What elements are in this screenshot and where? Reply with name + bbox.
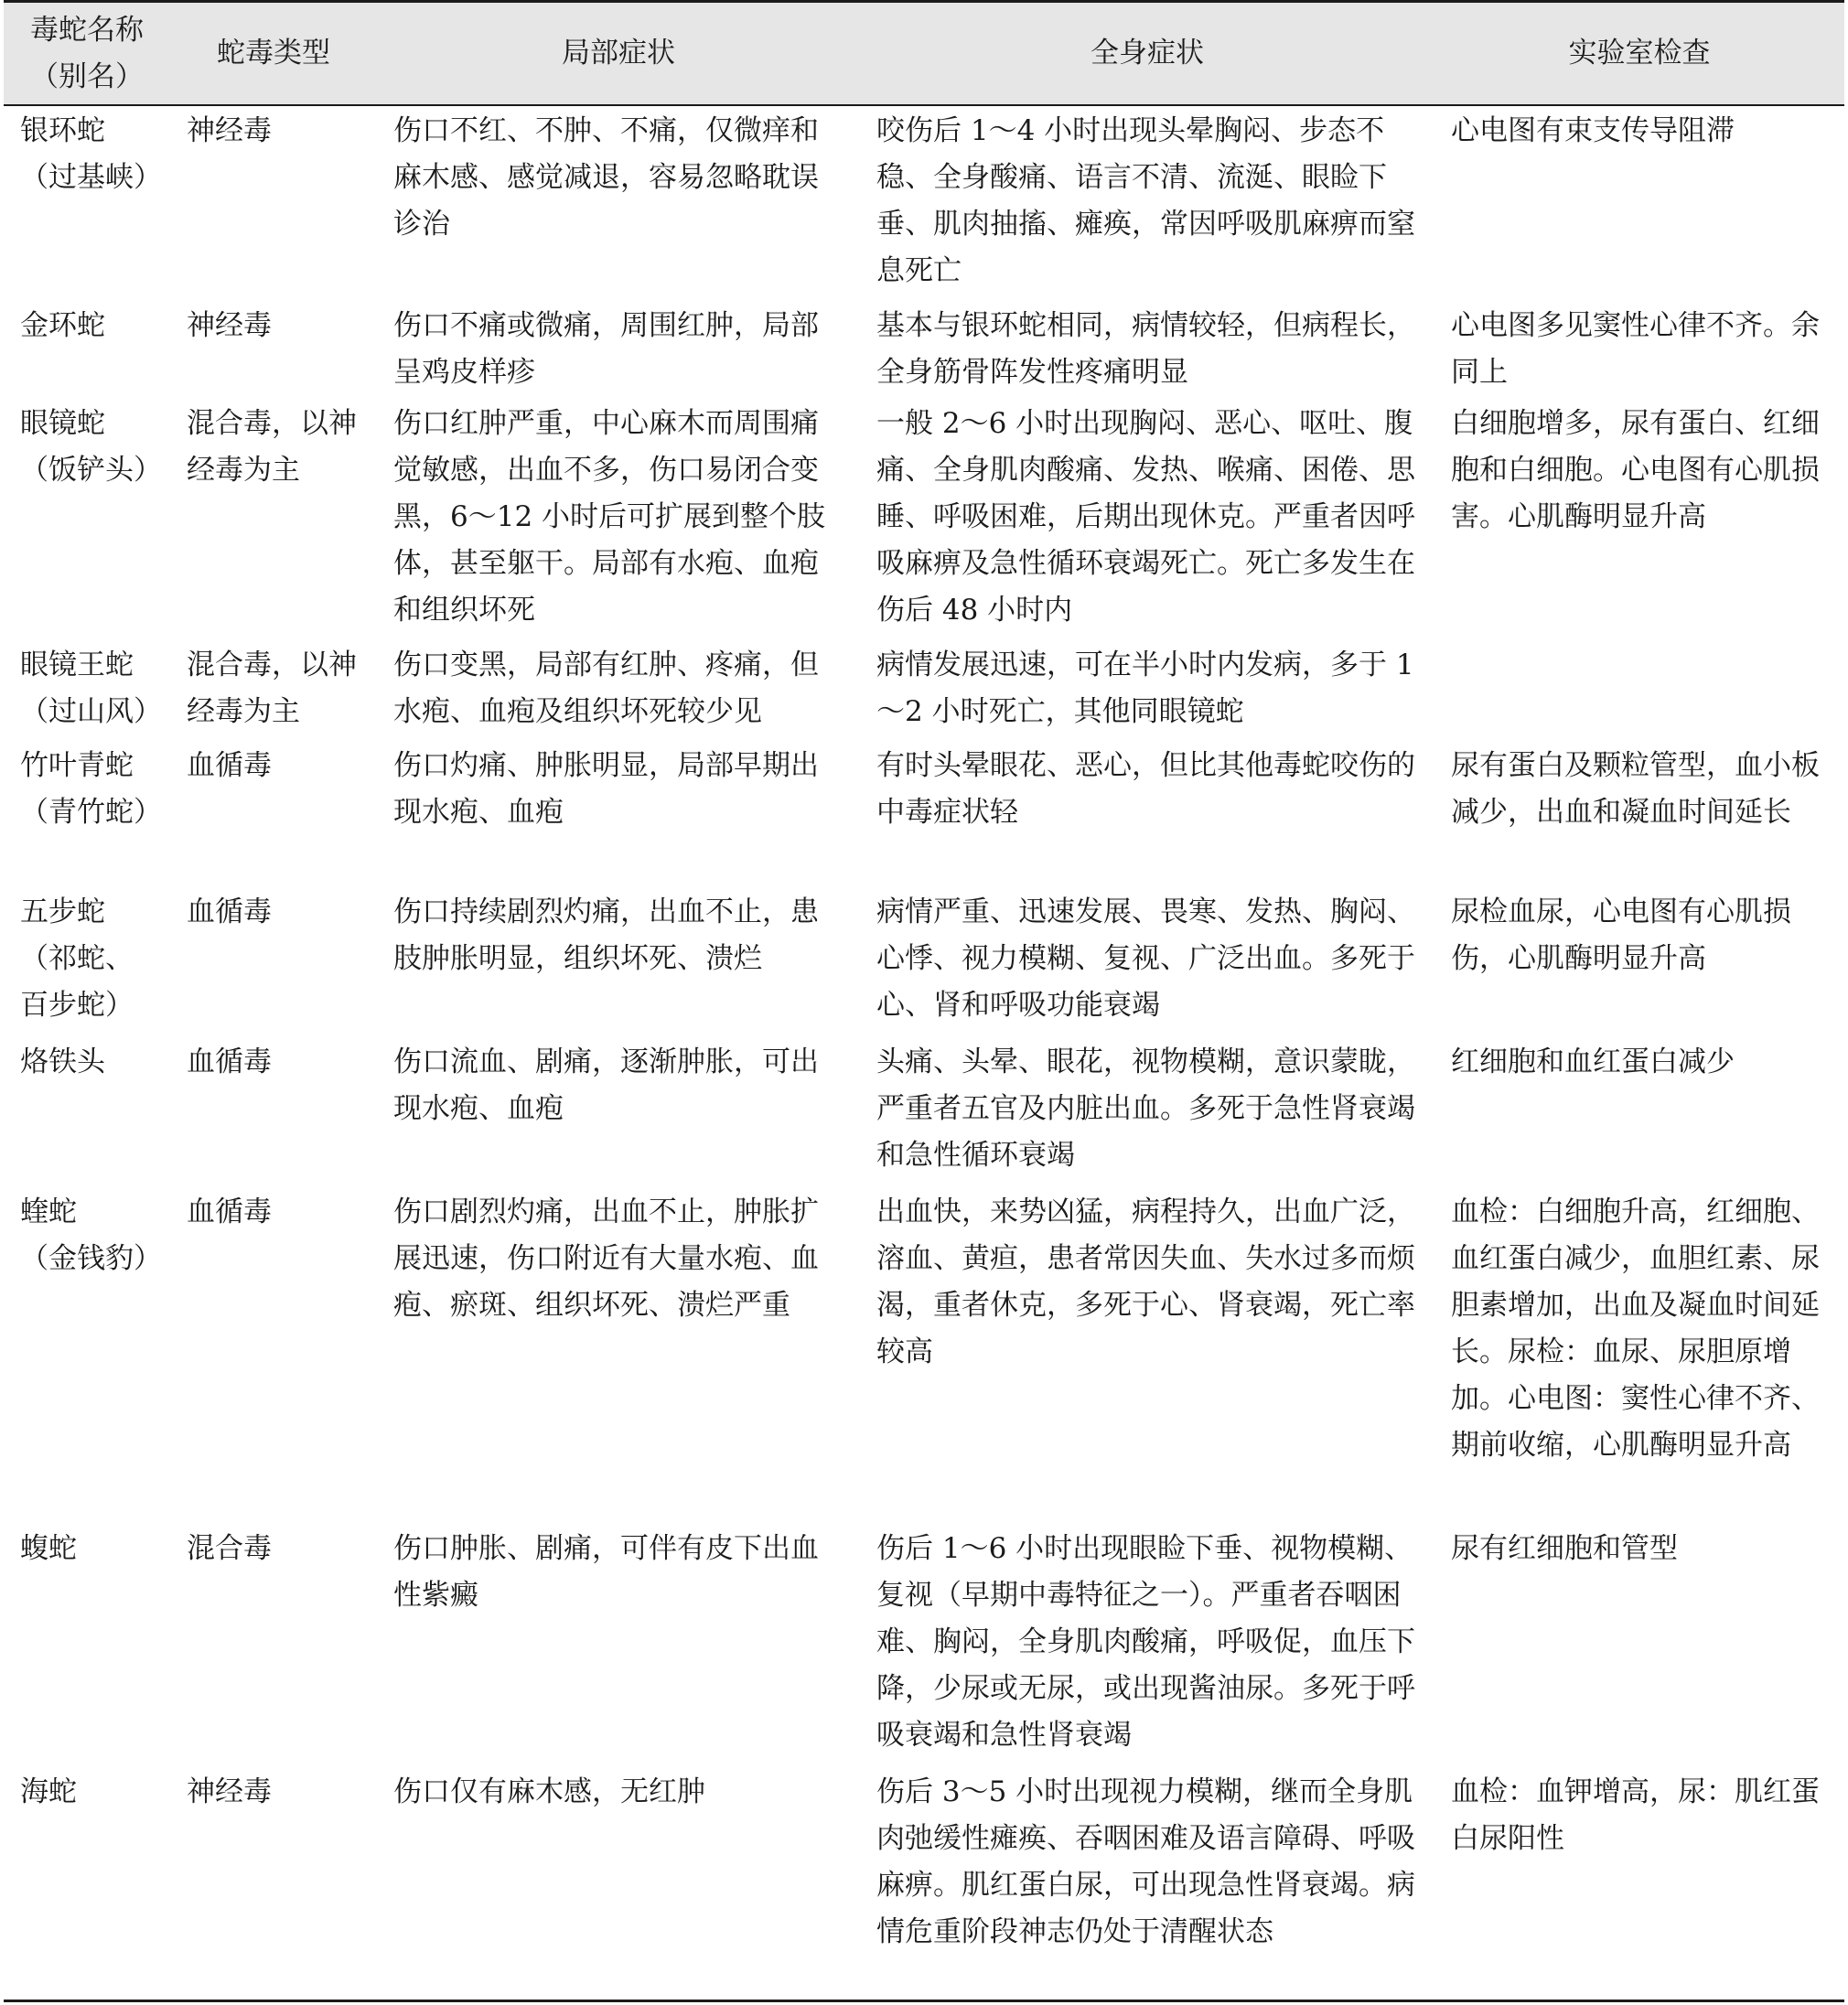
cell-snake-name <box>4 887 170 1037</box>
snake-alias: （过山风） <box>20 695 162 728</box>
header-systemic-symptoms: 全身症状 <box>1091 37 1204 70</box>
cell-local-symptoms: 伤口灼痛、肿胀明显，局部早期出现水疱、血疱 <box>393 749 819 829</box>
header-local-symptoms: 局部症状 <box>562 37 675 70</box>
cell-local-symptoms: 伤口变黑，局部有红肿、疼痛，但水疱、血疱及组织坏死较少见 <box>393 649 819 728</box>
cell-local-symptoms: 伤口剧烈灼痛，出血不止，肿胀扩展迅速，伤口附近有大量水疱、血疱、瘀斑、组织坏死、溃烂严重 <box>393 1195 819 1322</box>
cell-systemic-symptoms: 伤后 1～6 小时出现眼睑下垂、视物模糊、复视（早期中毒特征之一）。严重者吞咽困难、胸闷，全身肌肉酸痛，呼吸促，血压下降，少尿或无尿，或出现酱油尿。多死于呼吸衰竭和急性肾衰竭 <box>876 1532 1415 1752</box>
cell-systemic-symptoms: 一般 2～6 小时出现胸闷、恶心、呕吐、腹痛、全身肌肉酸痛、发热、喉痛、困倦、思睡、呼吸困难，后期出现休克。严重者因呼吸麻痹及急性循环衰竭死亡。死亡多发生在伤后 48 小时内 <box>876 407 1415 627</box>
snake-name: 蝰蛇 <box>20 1195 77 1228</box>
table-row <box>4 399 1844 640</box>
cell-systemic-symptoms: 有时头晕眼花、恶心，但比其他毒蛇咬伤的中毒症状轻 <box>876 749 1415 829</box>
cell-venom-type: 神经毒 <box>187 1775 272 1808</box>
cell-lab-tests: 白细胞增多，尿有蛋白、红细胞和白细胞。心电图有心肌损害。心肌酶明显升高 <box>1451 407 1820 533</box>
cell-local-symptoms: 伤口持续剧烈灼痛，出血不止，患肢肿胀明显，组织坏死、溃烂 <box>393 895 819 975</box>
table-row <box>4 105 1844 301</box>
snake-name: 五步蛇 <box>20 895 105 928</box>
snake-name: 海蛇 <box>20 1775 77 1808</box>
table-header <box>4 2 1844 106</box>
snake-name: 竹叶青蛇 <box>20 749 134 782</box>
header-venom-type: 蛇毒类型 <box>217 37 330 70</box>
cell-lab-tests: 血检：白细胞升高，红细胞、血红蛋白减少，血胆红素、尿胆素增加，出血及凝血时间延长。尿检：血尿、尿胆原增加。心电图：窦性心律不齐、期前收缩，心肌酶明显升高 <box>1451 1195 1820 1462</box>
cell-systemic-symptoms: 病情严重、迅速发展、畏寒、发热、胸闷、心悸、视力模糊、复视、广泛出血。多死于心、肾和呼吸功能衰竭 <box>876 895 1415 1022</box>
cell-venom-type: 神经毒 <box>187 309 272 342</box>
cell-local-symptoms: 伤口仅有麻木感，无红肿 <box>393 1775 705 1808</box>
table-row <box>4 640 1844 741</box>
cell-snake-name <box>4 1187 170 1524</box>
snake-alias: （祁蛇、百步蛇） <box>20 942 134 1022</box>
cell-lab-tests: 红细胞和血红蛋白减少 <box>1451 1045 1735 1078</box>
snake-venom-table <box>4 0 1844 2002</box>
table-row <box>4 301 1844 399</box>
snake-alias: （青竹蛇） <box>20 796 162 829</box>
table-row <box>4 741 1844 887</box>
cell-lab-tests: 尿有红细胞和管型 <box>1451 1532 1678 1565</box>
cell-systemic-symptoms: 咬伤后 1～4 小时出现头晕胸闷、步态不稳、全身酸痛、语言不清、流涎、眼睑下垂、肌肉抽搐、瘫痪，常因呼吸肌麻痹而窒息死亡 <box>876 114 1415 287</box>
cell-snake-name <box>4 1767 170 2001</box>
header-snake-name-line2: （别名） <box>30 59 144 93</box>
cell-lab-tests: 心电图多见窦性心律不齐。余同上 <box>1451 309 1820 389</box>
header-snake-name <box>4 2 170 106</box>
snake-name: 蝮蛇 <box>20 1532 77 1565</box>
cell-local-symptoms: 伤口不痛或微痛，周围红肿，局部呈鸡皮样疹 <box>393 309 819 389</box>
table-row <box>4 1037 1844 1187</box>
snake-alias: （金钱豹） <box>20 1242 162 1275</box>
cell-lab-tests: 心电图有束支传导阻滞 <box>1451 114 1735 147</box>
cell-systemic-symptoms: 出血快，来势凶猛，病程持久，出血广泛，溶血、黄疸，患者常因失血、失水过多而烦渴，重者休克，多死于心、肾衰竭，死亡率较高 <box>876 1195 1415 1368</box>
cell-venom-type: 混合毒 <box>187 1532 272 1565</box>
table-row <box>4 1767 1844 2001</box>
table-row <box>4 1187 1844 1524</box>
cell-venom-type: 血循毒 <box>187 1195 272 1228</box>
cell-lab-tests <box>1434 640 1844 741</box>
table-row <box>4 1524 1844 1767</box>
cell-snake-name <box>4 741 170 887</box>
cell-local-symptoms: 伤口不红、不肿、不痛，仅微痒和麻木感、感觉减退，容易忽略耽误诊治 <box>393 114 819 241</box>
cell-snake-name <box>4 301 170 399</box>
cell-venom-type: 混合毒，以神经毒为主 <box>187 407 357 487</box>
cell-systemic-symptoms: 伤后 3～5 小时出现视力模糊，继而全身肌肉弛缓性瘫痪、吞咽困难及语言障碍、呼吸麻痹。肌红蛋白尿，可出现急性肾衰竭。病情危重阶段神志仍处于清醒状态 <box>876 1775 1415 1948</box>
cell-lab-tests: 血检：血钾增高，尿：肌红蛋白尿阳性 <box>1451 1775 1820 1855</box>
cell-systemic-symptoms: 病情发展迅速，可在半小时内发病，多于 1～2 小时死亡，其他同眼镜蛇 <box>876 649 1414 728</box>
snake-alias: （饭铲头） <box>20 454 162 487</box>
snake-name: 眼镜王蛇 <box>20 649 134 681</box>
cell-venom-type: 血循毒 <box>187 749 272 782</box>
cell-local-symptoms: 伤口流血、剧痛，逐渐肿胀，可出现水疱、血疱 <box>393 1045 819 1125</box>
header-snake-name-line1: 毒蛇名称 <box>30 13 144 47</box>
snake-alias: （过基峡） <box>20 161 162 194</box>
snake-name: 烙铁头 <box>20 1045 105 1078</box>
cell-venom-type: 混合毒，以神经毒为主 <box>187 649 357 728</box>
cell-venom-type: 血循毒 <box>187 1045 272 1078</box>
header-lab-tests: 实验室检查 <box>1568 37 1711 70</box>
cell-local-symptoms: 伤口肿胀、剧痛，可伴有皮下出血性紫癜 <box>393 1532 819 1612</box>
cell-lab-tests: 尿有蛋白及颗粒管型，血小板减少，出血和凝血时间延长 <box>1451 749 1820 829</box>
header-row <box>4 2 1844 106</box>
snake-name: 眼镜蛇 <box>20 407 105 440</box>
snake-name: 银环蛇 <box>20 114 105 147</box>
table-row <box>4 887 1844 1037</box>
cell-systemic-symptoms: 头痛、头晕、眼花，视物模糊，意识蒙眬，严重者五官及内脏出血。多死于急性肾衰竭和急性循环衰竭 <box>876 1045 1415 1172</box>
cell-snake-name <box>4 1524 170 1767</box>
cell-venom-type: 神经毒 <box>187 114 272 147</box>
cell-snake-name <box>4 1037 170 1187</box>
cell-systemic-symptoms: 基本与银环蛇相同，病情较轻，但病程长，全身筋骨阵发性疼痛明显 <box>876 309 1415 389</box>
cell-local-symptoms: 伤口红肿严重，中心麻木而周围痛觉敏感，出血不多，伤口易闭合变黑，6～12 小时后可扩展到整个肢体，甚至躯干。局部有水疱、血疱和组织坏死 <box>393 407 826 627</box>
cell-lab-tests: 尿检血尿，心电图有心肌损伤，心肌酶明显升高 <box>1451 895 1791 975</box>
cell-snake-name <box>4 105 170 301</box>
table-body <box>4 105 1844 2001</box>
cell-snake-name <box>4 399 170 640</box>
snake-name: 金环蛇 <box>20 309 105 342</box>
cell-venom-type: 血循毒 <box>187 895 272 928</box>
cell-snake-name <box>4 640 170 741</box>
